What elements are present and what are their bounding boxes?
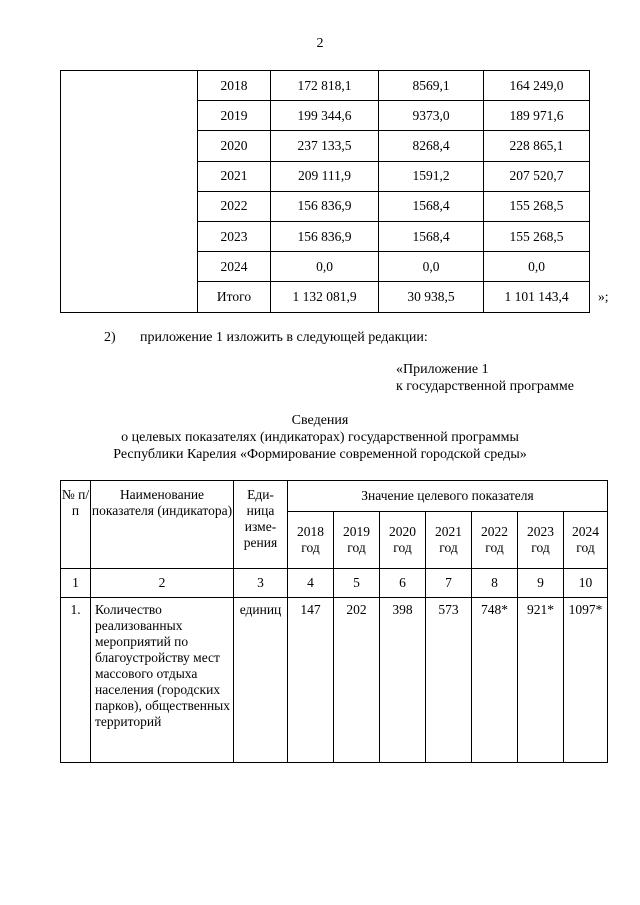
finance-total: 172 818,1 (271, 71, 379, 101)
column-number: 1 (61, 569, 91, 598)
heading-line-1: Сведения (291, 413, 349, 428)
finance-year: 2020 (198, 131, 271, 161)
heading-line-3: Республики Карелия «Формирование современной городской среды» (113, 447, 527, 462)
header-name: Наименование показателя (индикатора) (91, 481, 234, 569)
finance-total: 156 836,9 (271, 191, 379, 221)
column-number: 9 (518, 569, 564, 598)
finance-total: 199 344,6 (271, 101, 379, 131)
header-value: Значение целевого показателя (288, 481, 608, 512)
finance-year: Итого (198, 282, 271, 312)
closing-quote: »; (598, 289, 609, 304)
page-number: 2 (316, 36, 324, 51)
header-year: 2019 год (334, 512, 380, 569)
finance-total: 237 133,5 (271, 131, 379, 161)
finance-regional: 207 520,7 (484, 161, 590, 191)
document-heading (0, 412, 640, 463)
list-item-number: 2) (104, 330, 116, 345)
finance-year: 2023 (198, 221, 271, 251)
finance-total: 209 111,9 (271, 161, 379, 191)
appendix-line-1: «Приложение 1 (396, 362, 489, 377)
indicator-value: 748* (472, 598, 518, 763)
header-unit: Еди-ница изме-рения (234, 481, 288, 569)
header-num: № п/п (61, 481, 91, 569)
unit-cell: единиц (234, 598, 288, 763)
finance-year: 2024 (198, 252, 271, 282)
indicator-value: 573 (426, 598, 472, 763)
finance-year: 2019 (198, 101, 271, 131)
indicator-value: 398 (380, 598, 426, 763)
finance-year: 2021 (198, 161, 271, 191)
indicator-value: 147 (288, 598, 334, 763)
header-year: 2024 год (564, 512, 608, 569)
finance-federal: 8569,1 (379, 71, 484, 101)
finance-year: 2018 (198, 71, 271, 101)
indicator-value: 202 (334, 598, 380, 763)
appendix-line-2: к государственной программе (396, 379, 574, 394)
finance-federal: 9373,0 (379, 101, 484, 131)
finance-federal: 1568,4 (379, 191, 484, 221)
finance-federal: 1568,4 (379, 221, 484, 251)
column-number: 2 (91, 569, 234, 598)
finance-year: 2022 (198, 191, 271, 221)
list-item-text: приложение 1 изложить в следующей редакции: (140, 330, 428, 345)
column-number: 5 (334, 569, 380, 598)
finance-table (60, 70, 590, 313)
finance-federal: 8268,4 (379, 131, 484, 161)
blank-cell (61, 71, 198, 313)
finance-regional: 0,0 (484, 252, 590, 282)
finance-federal: 0,0 (379, 252, 484, 282)
list-item-2 (104, 330, 428, 346)
finance-total: 156 836,9 (271, 221, 379, 251)
finance-row (61, 71, 590, 101)
finance-regional: 155 268,5 (484, 221, 590, 251)
column-number: 4 (288, 569, 334, 598)
column-number: 8 (472, 569, 518, 598)
header-year: 2022 год (472, 512, 518, 569)
header-year: 2021 год (426, 512, 472, 569)
column-number: 6 (380, 569, 426, 598)
column-number: 7 (426, 569, 472, 598)
header-year: 2023 год (518, 512, 564, 569)
indicator-value: 921* (518, 598, 564, 763)
finance-regional: 1 101 143,4 (484, 282, 590, 312)
indicator-name: Количество реализованных мероприятий по благоустройству мест массового отдыха населения (городских парков), общественных территорий (91, 598, 234, 763)
column-number: 3 (234, 569, 288, 598)
indicator-value: 1097* (564, 598, 608, 763)
header-year: 2018 год (288, 512, 334, 569)
finance-regional: 189 971,6 (484, 101, 590, 131)
finance-total: 1 132 081,9 (271, 282, 379, 312)
column-number: 10 (564, 569, 608, 598)
appendix-title (396, 361, 574, 395)
finance-federal: 30 938,5 (379, 282, 484, 312)
row-number: 1. (61, 598, 91, 763)
finance-regional: 155 268,5 (484, 191, 590, 221)
table-row (61, 598, 608, 763)
finance-regional: 164 249,0 (484, 71, 590, 101)
heading-line-2: о целевых показателях (индикаторах) государственной программы (121, 430, 519, 445)
finance-federal: 1591,2 (379, 161, 484, 191)
target-indicators-table (60, 480, 608, 763)
finance-total: 0,0 (271, 252, 379, 282)
header-year: 2020 год (380, 512, 426, 569)
finance-regional: 228 865,1 (484, 131, 590, 161)
